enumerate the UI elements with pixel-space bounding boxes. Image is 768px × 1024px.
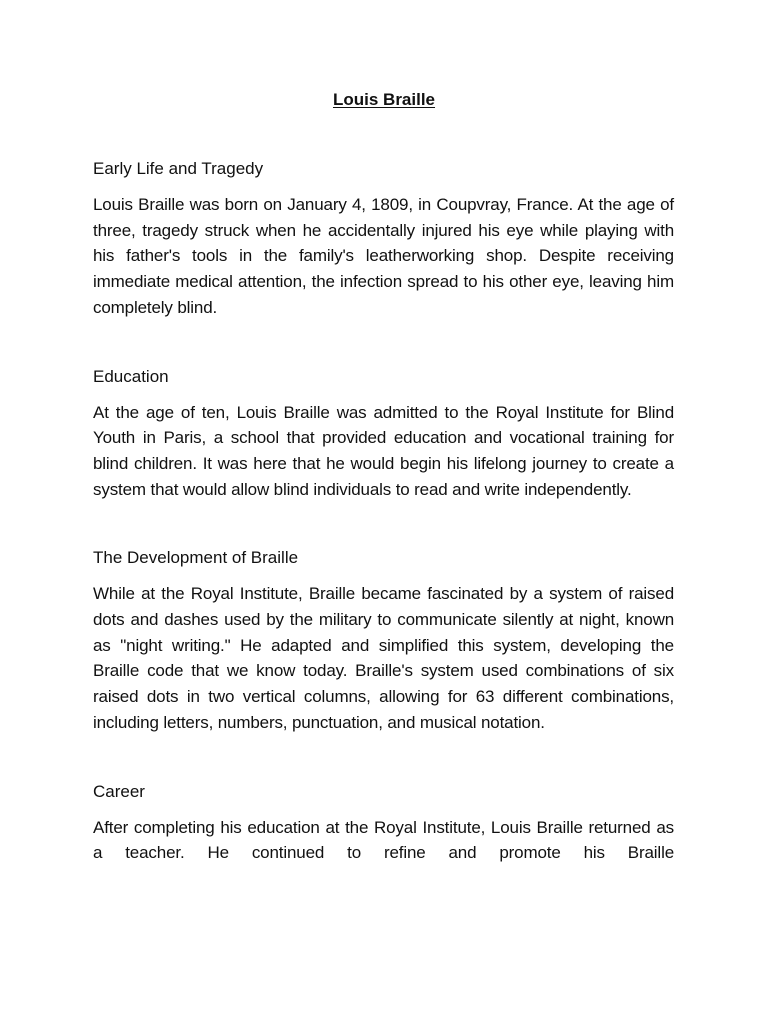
- section-heading: Education: [93, 366, 169, 386]
- section-career: [93, 781, 674, 866]
- section-paragraph: Louis Braille was born on January 4, 1809, in Coupvray, France. At the age of three, tragedy struck when he accidentally injured his eye while playing with his father's tools in the family's leatherworking shop. Despite receiving immediate medical attention, the infection spread to his other eye, leaving him completely blind.: [93, 195, 674, 317]
- section-early-life: [93, 158, 674, 321]
- document-title: Louis Braille: [332, 90, 436, 109]
- section-education: [93, 366, 674, 503]
- section-heading: Early Life and Tragedy: [93, 159, 264, 178]
- document-content: [93, 158, 674, 911]
- section-paragraph: While at the Royal Institute, Braille became fascinated by a system of raised dots and dashes used by the military to communicate silently at night, known as "night writing." He adapted and simplified this system, developing the Braille code that we know today. Braille's system used combinations of six raised dots in two vertical columns, allowing for 63 different combinations, including letters, numbers, punctuation, and musical notation.: [93, 584, 674, 732]
- section-heading: Career: [93, 781, 145, 801]
- section-paragraph: At the age of ten, Louis Braille was admitted to the Royal Institute for Blind Youth in Paris, a school that provided education and vocational training for blind children. It was here that he would begin his lifelong journey to create a system that would allow blind individuals to read and write independently.: [93, 402, 674, 499]
- section-development: [93, 547, 674, 735]
- section-paragraph: After completing his education at the Royal Institute, Louis Braille returned as a teacher. He continued to refine and promote his Braille: [93, 817, 674, 863]
- section-heading: The Development of Braille: [93, 548, 299, 568]
